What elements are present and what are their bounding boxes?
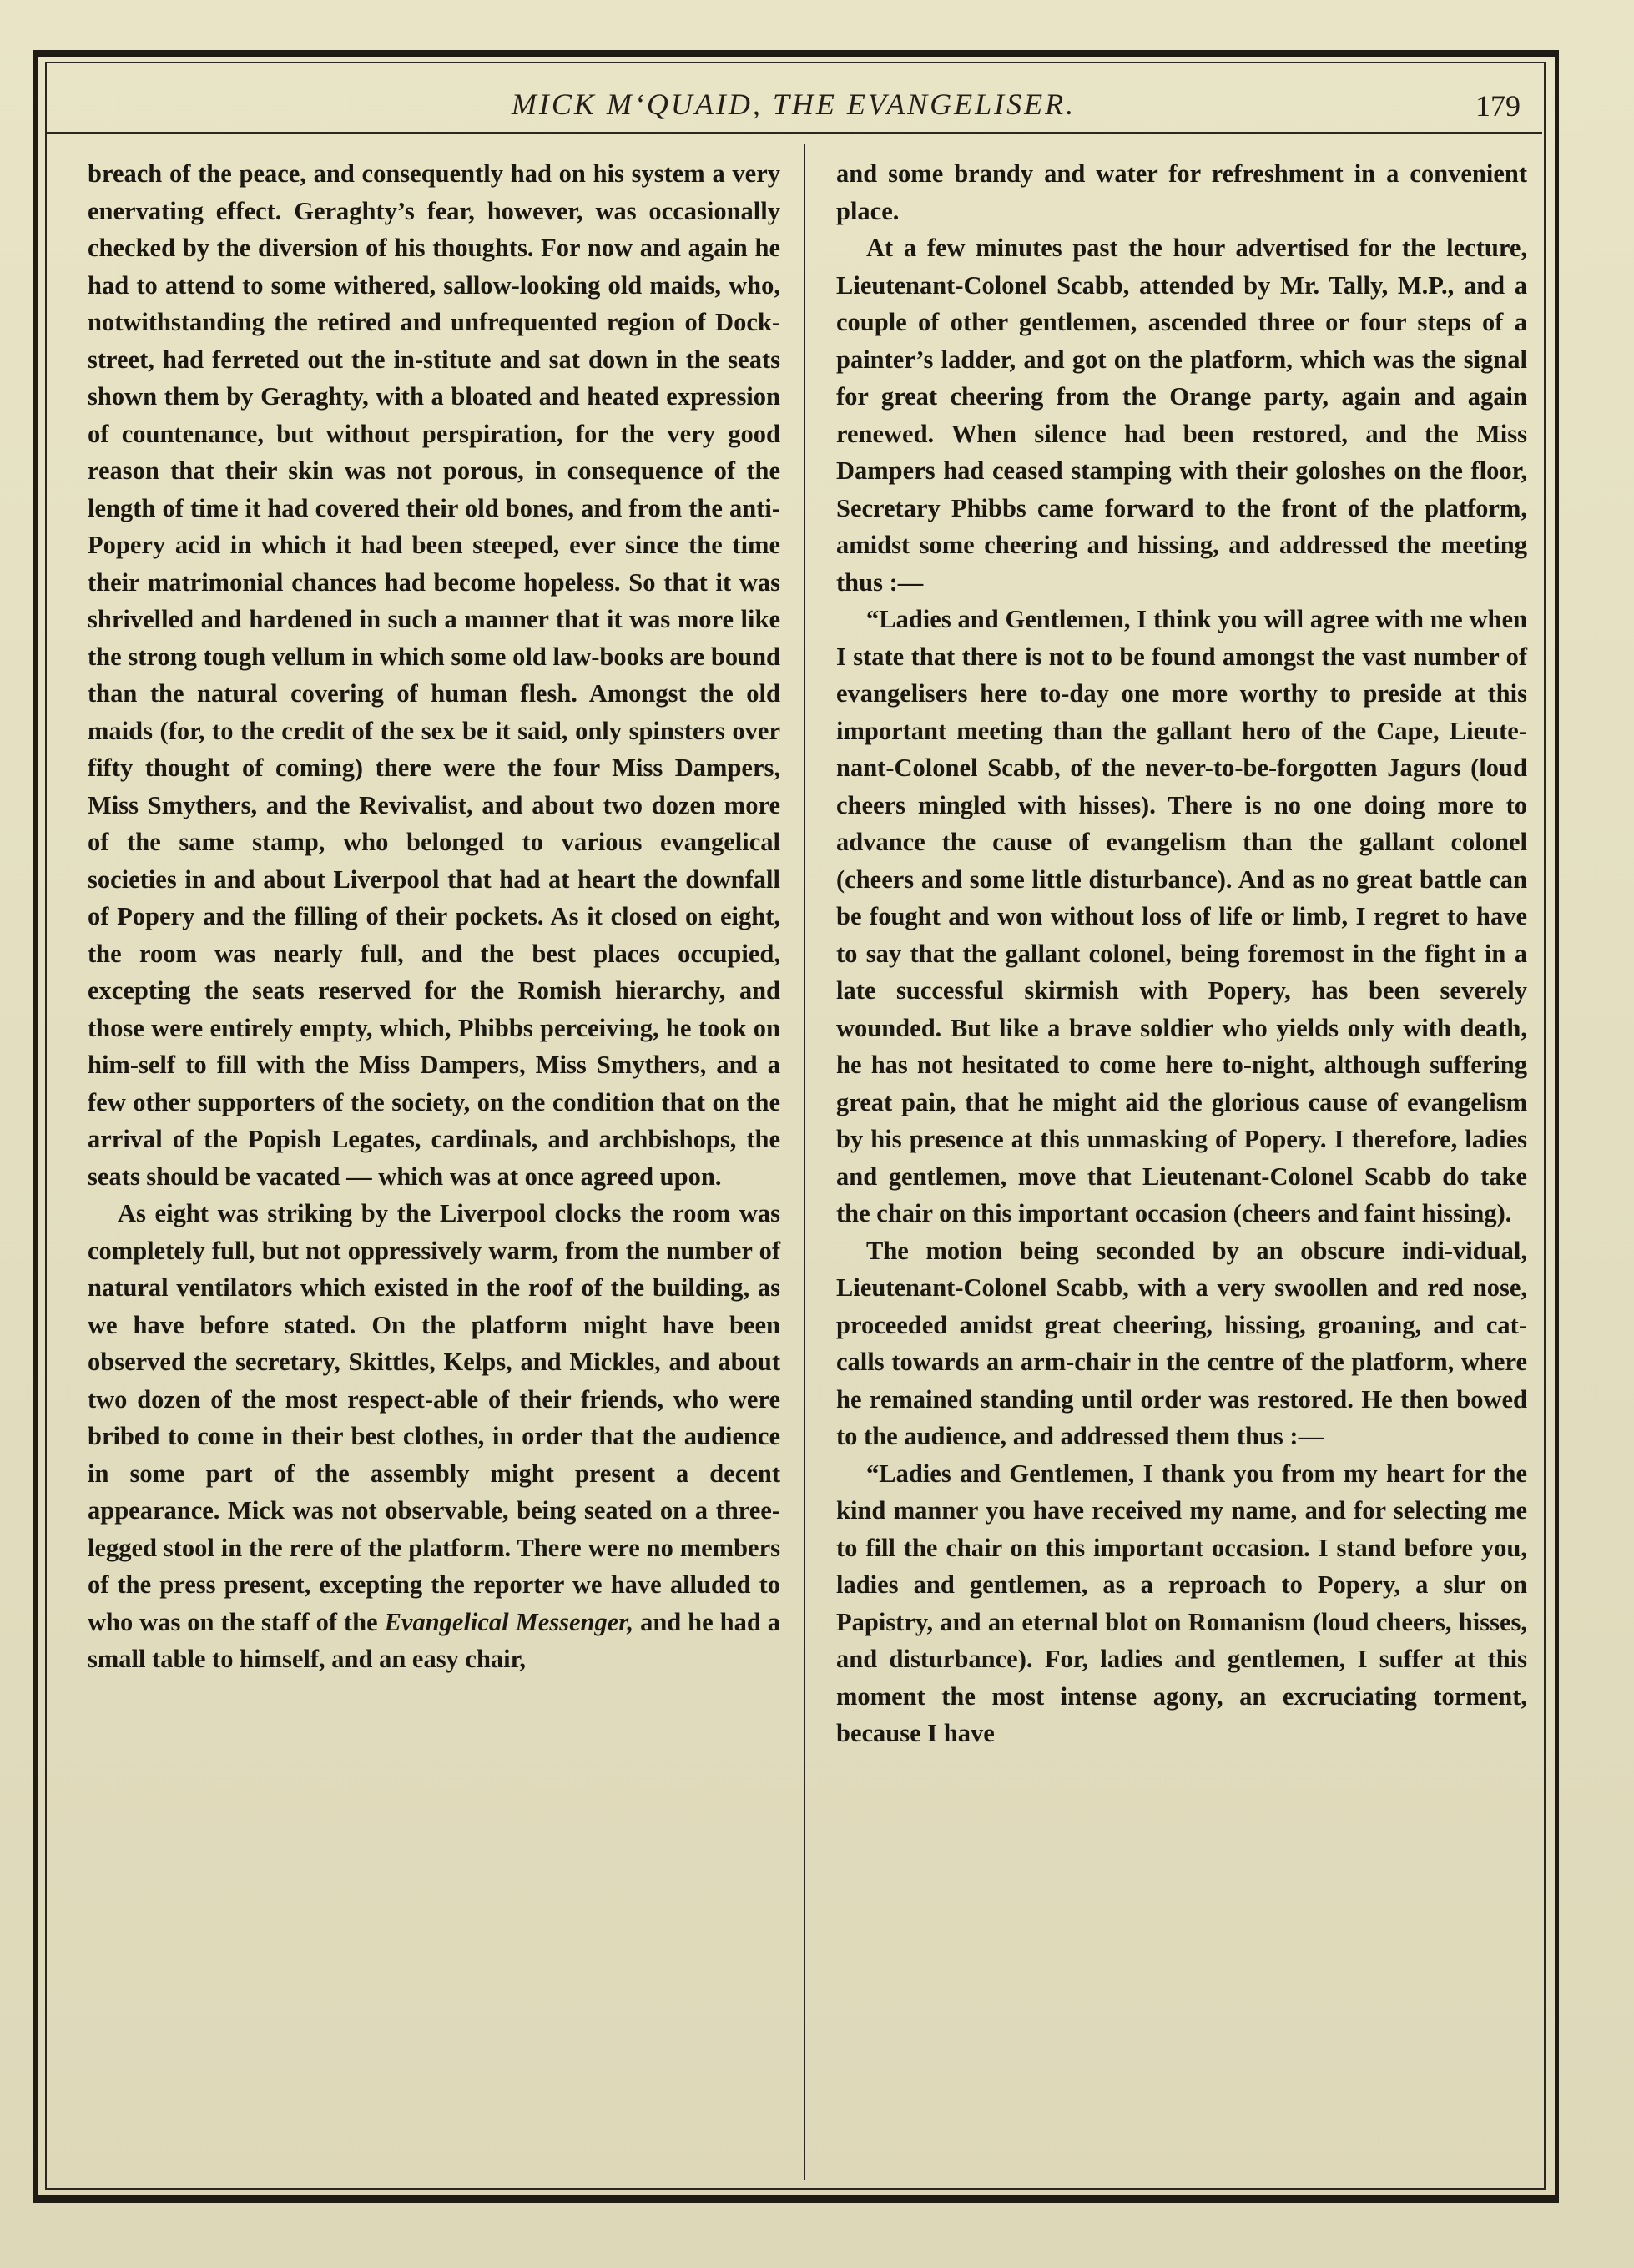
page-number: 179 [1475, 89, 1521, 123]
column-divider [804, 144, 805, 2180]
right-paragraph-5: “Ladies and Gentlemen, I thank you from my heart for the kind manner you have received my name, and for selecting me to fill the chair on this important occasion. I stand before you, ladies and gentlemen, as a reproach to Popery, a slur on Papistry, and an eternal blot on Romanism (loud cheers, hisses, and disturbance). For, ladies and gentlemen, I suffer at this moment the most intense agony, an excruciating torment, because I have [836, 1459, 1527, 1747]
right-paragraph-4: The motion being seconded by an obscure indi-vidual, Lieutenant-Colonel Scabb, with a very swoollen and red nose, proceeded amidst great cheering, hissing, groaning, and cat-calls towards an arm-chair in the centre of the platform, where he remained standing until order was restored. He then bowed to the audience, and addressed them thus :— [836, 1236, 1527, 1450]
running-head [47, 80, 1541, 130]
right-paragraph-3: “Ladies and Gentlemen, I think you will agree with me when I state that there is not to be found amongst the vast number of evangelisers here to-day one more worthy to preside at this important meeting than the gallant hero of the Cape, Lieute-nant-Colonel Scabb, of the never-to-be-forgotten Jagurs (loud cheers mingled with hisses). There is no one doing more to advance the cause of evangelism than the gallant colonel (cheers and some little disturbance). And as no great battle can be fought and won without loss of life or limb, I regret to have to say that the gallant colonel, being foremost in the fight in a late successful skirmish with Popery, has been severely wounded. But like a brave soldier who yields only with death, he has not hesitated to come here to-night, although suffering great pain, that he might aid the glorious cause of evangelism by his presence at this unmasking of Popery. I therefore, ladies and gentlemen, move that Lieutenant-Colonel Scabb do take the chair on this important occasion (cheers and faint hissing). [836, 605, 1527, 1227]
left-paragraph-1: breach of the peace, and consequently had on his system a very enervating effect. Geraghty’s fear, however, was occasionally checked by the diversion of his thoughts. For now and again he had to attend to some withered, sallow-looking old maids, who, notwithstanding the retired and unfrequented region of Dock-street, had ferreted out the in-stitute and sat down in the seats shown them by Geraghty, with a bloated and heated expression of countenance, but without perspiration, for the very good reason that their skin was not porous, in consequence of the length of time it had covered their old bones, and from the anti-Popery acid in which it had been steeped, ever since the time their matrimonial chances had become hopeless. So that it was shrivelled and hardened in such a manner that it was more like the strong tough vellum in which some old law-books are bound than the natural covering of human flesh. Amongst the old maids (for, to the credit of the sex be it said, only spinsters over fifty thought of coming) there were the four Miss Dampers, Miss Smythers, and the Revivalist, and about two dozen more of the same stamp, who belonged to various evangelical societies in and about Liverpool that had at heart the downfall of Popery and the filling of their pockets. As it closed on eight, the room was nearly full, and the best places occupied, excepting the seats reserved for the Romish hierarchy, and those were entirely empty, which, Phibbs perceiving, he took on him-self to fill with the Miss Dampers, Miss Smythers, and a few other supporters of the society, on the condition that on the arrival of the Popish Legates, cardinals, and archbishops, the seats should be vacated — which was at once agreed upon. [88, 159, 780, 1191]
right-paragraph-2: At a few minutes past the hour advertised for the lecture, Lieutenant-Colonel Scabb, attended by Mr. Tally, M.P., and a couple of other gentlemen, ascended three or four steps of a painter’s ladder, and got on the platform, which was the signal for great cheering from the Orange party, again and again renewed. When silence had been restored, and the Miss Dampers had ceased stamping with their goloshes on the floor, Secretary Phibbs came forward to the front of the platform, amidst some cheering and hissing, and addressed the meeting thus :— [836, 234, 1527, 597]
left-paragraph-2-end: and he had a small table to himself, and an easy chair, [88, 1607, 781, 1673]
left-paragraph-2 [88, 1195, 780, 1678]
left-paragraph-2-text: As eight was striking by the Liverpool clocks the room was completely full, but not oppressively warm, from the number of natural ventilators which existed in the roof of the building, as we have before stated. On the platform might have been observed the secretary, Skittles, Kelps, and Mickles, and about two dozen of the most respect-able of their friends, who were bribed to come in their best clothes, in order that the audience in some part of the assembly might present a decent appearance. Mick was not observable, being seated on a three-legged stool in the rere of the platform. There were no members of the press present, excepting the reporter we have alluded to who was on the staff of the [88, 1199, 780, 1636]
right-column [836, 155, 1527, 1752]
left-column [88, 155, 780, 1678]
bottom-border-rule [33, 2195, 1559, 2200]
running-title: MICK M‘QUAID, THE EVANGELISER. [511, 88, 1077, 121]
header-rule [47, 132, 1542, 134]
right-paragraph-1: and some brandy and water for refreshment in a convenient place. [836, 159, 1527, 225]
newspaper-title: Evangelical Messenger, [384, 1607, 634, 1636]
